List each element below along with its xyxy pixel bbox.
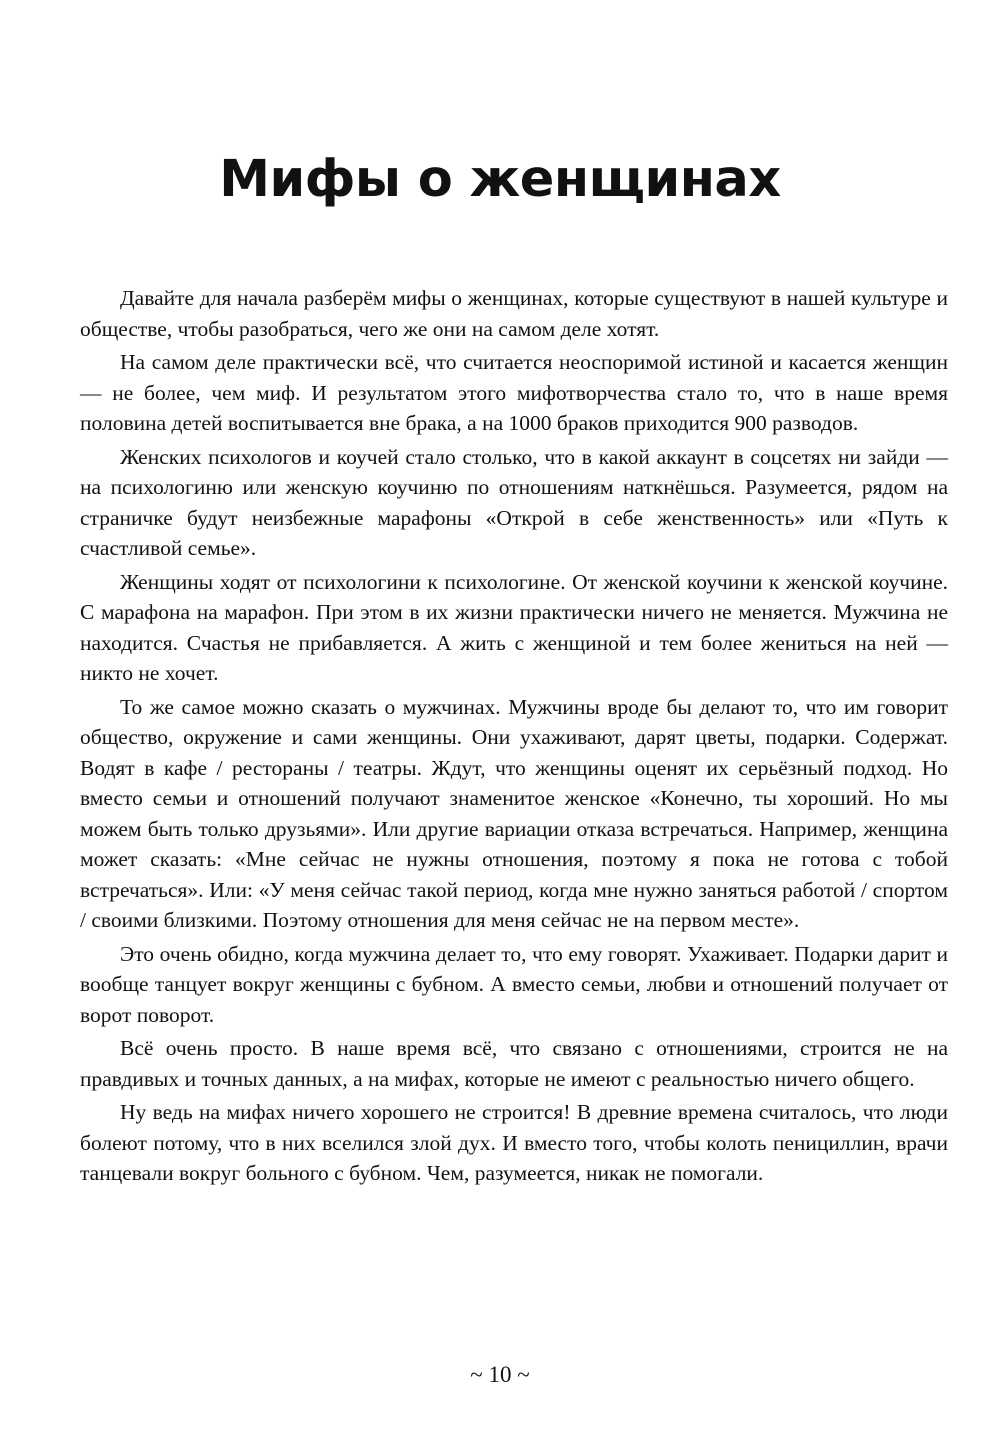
paragraph: Всё очень просто. В наше время всё, что связано с отношениями, строится не на правдивых и точных данных, а на мифах, которые не имеют с реальностью ничего общего. — [80, 1036, 948, 1091]
page-number: ~ 10 ~ — [470, 1362, 530, 1387]
paragraph: На самом деле практически всё, что считается неоспоримой истиной и касается женщин — не более, чем миф. И результатом этого мифотворчества стало то, что в наше время половина детей воспитывается вне брака, а на 1000 браков приходится 900 разводов. — [80, 350, 948, 435]
chapter-body — [80, 283, 948, 1192]
paragraph: То же самое можно сказать о мужчинах. Мужчины вроде бы делают то, что им говорит общество, окружение и сами женщины. Они ухаживают, дарят цветы, подарки. Содержат. Водят в кафе / рестораны / театры. Ждут, что женщины оценят их серьёзный подход. Но вместо семьи и отношений получают знаменитое женское «Конечно, ты хороший. Но мы можем быть только друзьями». Или другие вариации отказа встречаться. Например, женщина может сказать: «Мне сейчас не нужны отношения, поэтому я пока не готова с тобой встречаться». Или: «У меня сейчас такой период, когда мне нужно заняться работой / спортом / своими близкими. Поэтому отношения для меня сейчас не на первом месте». — [80, 694, 948, 932]
chapter-title: Мифы о женщинах — [219, 150, 781, 209]
paragraph: Давайте для начала разберём мифы о женщинах, которые существуют в нашей культуре и обществе, чтобы разобраться, чего же они на самом деле хотят. — [80, 286, 948, 341]
paragraph: Женских психологов и коучей стало столько, что в какой аккаунт в соцсетях ни зайди — на психологиню или женскую коучиню по отношениям наткнёшься. Разумеется, рядом на страничке будут неизбежные марафоны «Открой в себе женственность» или «Путь к счастливой семье». — [80, 444, 948, 560]
paragraph: Женщины ходят от психологини к психологине. От женской коучини к женской коучине. С марафона на марафон. При этом в их жизни практически ничего не меняется. Мужчина не находится. Счастья не прибавляется. А жить с женщиной и тем более жениться на ней — никто не хочет. — [80, 569, 948, 685]
paragraph: Ну ведь на мифах ничего хорошего не строится! В древние времена считалось, что люди болеют потому, что в них вселился злой дух. И вместо того, чтобы колоть пенициллин, врачи танцевали вокруг больного с бубном. Чем, разумеется, никак не помогали. — [80, 1100, 948, 1185]
paragraph: Это очень обидно, когда мужчина делает то, что ему говорят. Ухаживает. Подарки дарит и вообще танцует вокруг женщины с бубном. А вместо семьи, любви и отношений получает от ворот поворот. — [80, 941, 948, 1027]
